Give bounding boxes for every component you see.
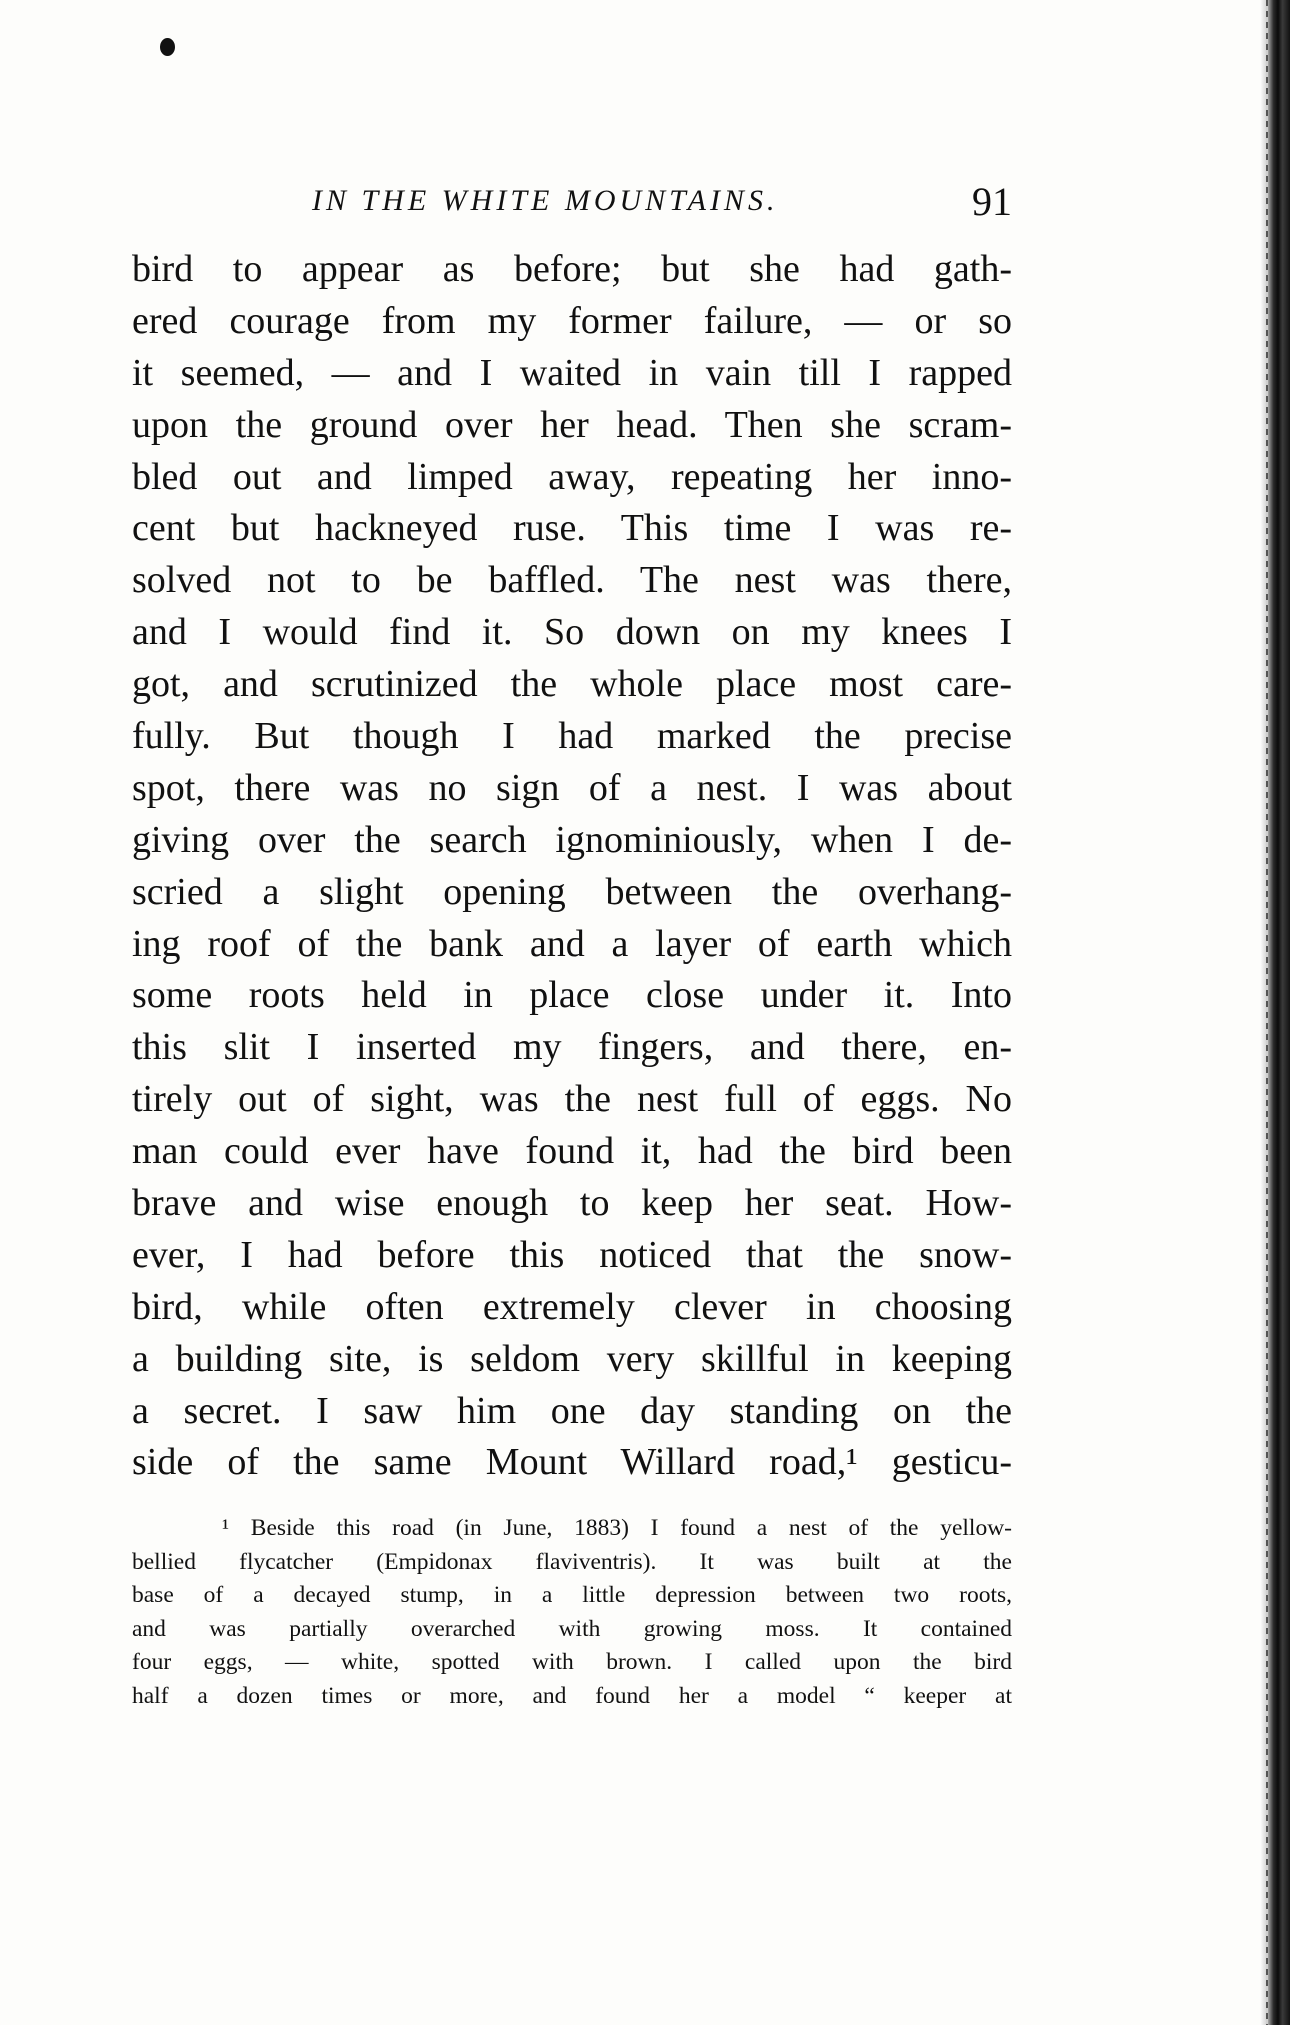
footnote-line: and was partially overarched with growing moss. It contained <box>132 1615 1012 1642</box>
body-line: scried a slight opening between the overhang- <box>132 870 1012 913</box>
body-line: solved not to be baffled. The nest was there, <box>132 559 1012 602</box>
body-line: bled out and limped away, repeating her inno- <box>132 455 1012 498</box>
body-line: bird, while often extremely clever in choosing <box>132 1285 1012 1328</box>
body-line: some roots held in place close under it. Into <box>132 974 1012 1017</box>
body-text <box>132 244 1012 1489</box>
footnote-line: half a dozen times or more, and found her a model “ keeper at <box>132 1682 1012 1709</box>
body-line: got, and scrutinized the whole place most care- <box>132 663 1012 706</box>
page-number: 91 <box>972 179 1012 224</box>
body-line: fully. But though I had marked the precise <box>132 715 1012 758</box>
page-header <box>312 178 1012 230</box>
body-line: upon the ground over her head. Then she scram- <box>132 403 1012 446</box>
body-line: tirely out of sight, was the nest full of eggs. No <box>132 1078 1012 1121</box>
body-line: spot, there was no sign of a nest. I was about <box>132 766 1012 809</box>
body-line: a secret. I saw him one day standing on the <box>132 1389 1012 1432</box>
footnote <box>132 1512 1012 1713</box>
body-line: ered courage from my former failure, — or so <box>132 299 1012 342</box>
footnote-line: ¹ Beside this road (in June, 1883) I found a nest of the yellow- <box>222 1515 1012 1541</box>
binding-edge <box>1260 0 1290 2025</box>
body-line: ing roof of the bank and a layer of earth which <box>132 922 1012 965</box>
body-line: cent but hackneyed ruse. This time I was re- <box>132 507 1012 550</box>
body-line: this slit I inserted my fingers, and there, en- <box>132 1026 1012 1069</box>
footnote-line: base of a decayed stump, in a little depression between two roots, <box>132 1582 1012 1608</box>
body-line: it seemed, — and I waited in vain till I rapped <box>132 351 1012 394</box>
body-line: man could ever have found it, had the bird been <box>132 1130 1012 1173</box>
body-line: brave and wise enough to keep her seat. How- <box>132 1182 1012 1225</box>
ink-speck <box>160 38 175 56</box>
footnote-line: four eggs, — white, spotted with brown. I called upon the bird <box>132 1649 1012 1675</box>
body-line: giving over the search ignominiously, when I de- <box>132 818 1012 861</box>
body-line: and I would find it. So down on my knees I <box>132 611 1012 654</box>
body-line: a building site, is seldom very skillful in keeping <box>132 1337 1012 1380</box>
body-line: ever, I had before this noticed that the snow- <box>132 1233 1012 1276</box>
running-head: IN THE WHITE MOUNTAINS. <box>312 184 779 217</box>
footnote-line: bellied flycatcher (Empidonax flaviventris). It was built at the <box>132 1548 1012 1575</box>
body-line: bird to appear as before; but she had gath- <box>132 248 1012 290</box>
body-line: side of the same Mount Willard road,¹ gesticu- <box>132 1441 1012 1484</box>
